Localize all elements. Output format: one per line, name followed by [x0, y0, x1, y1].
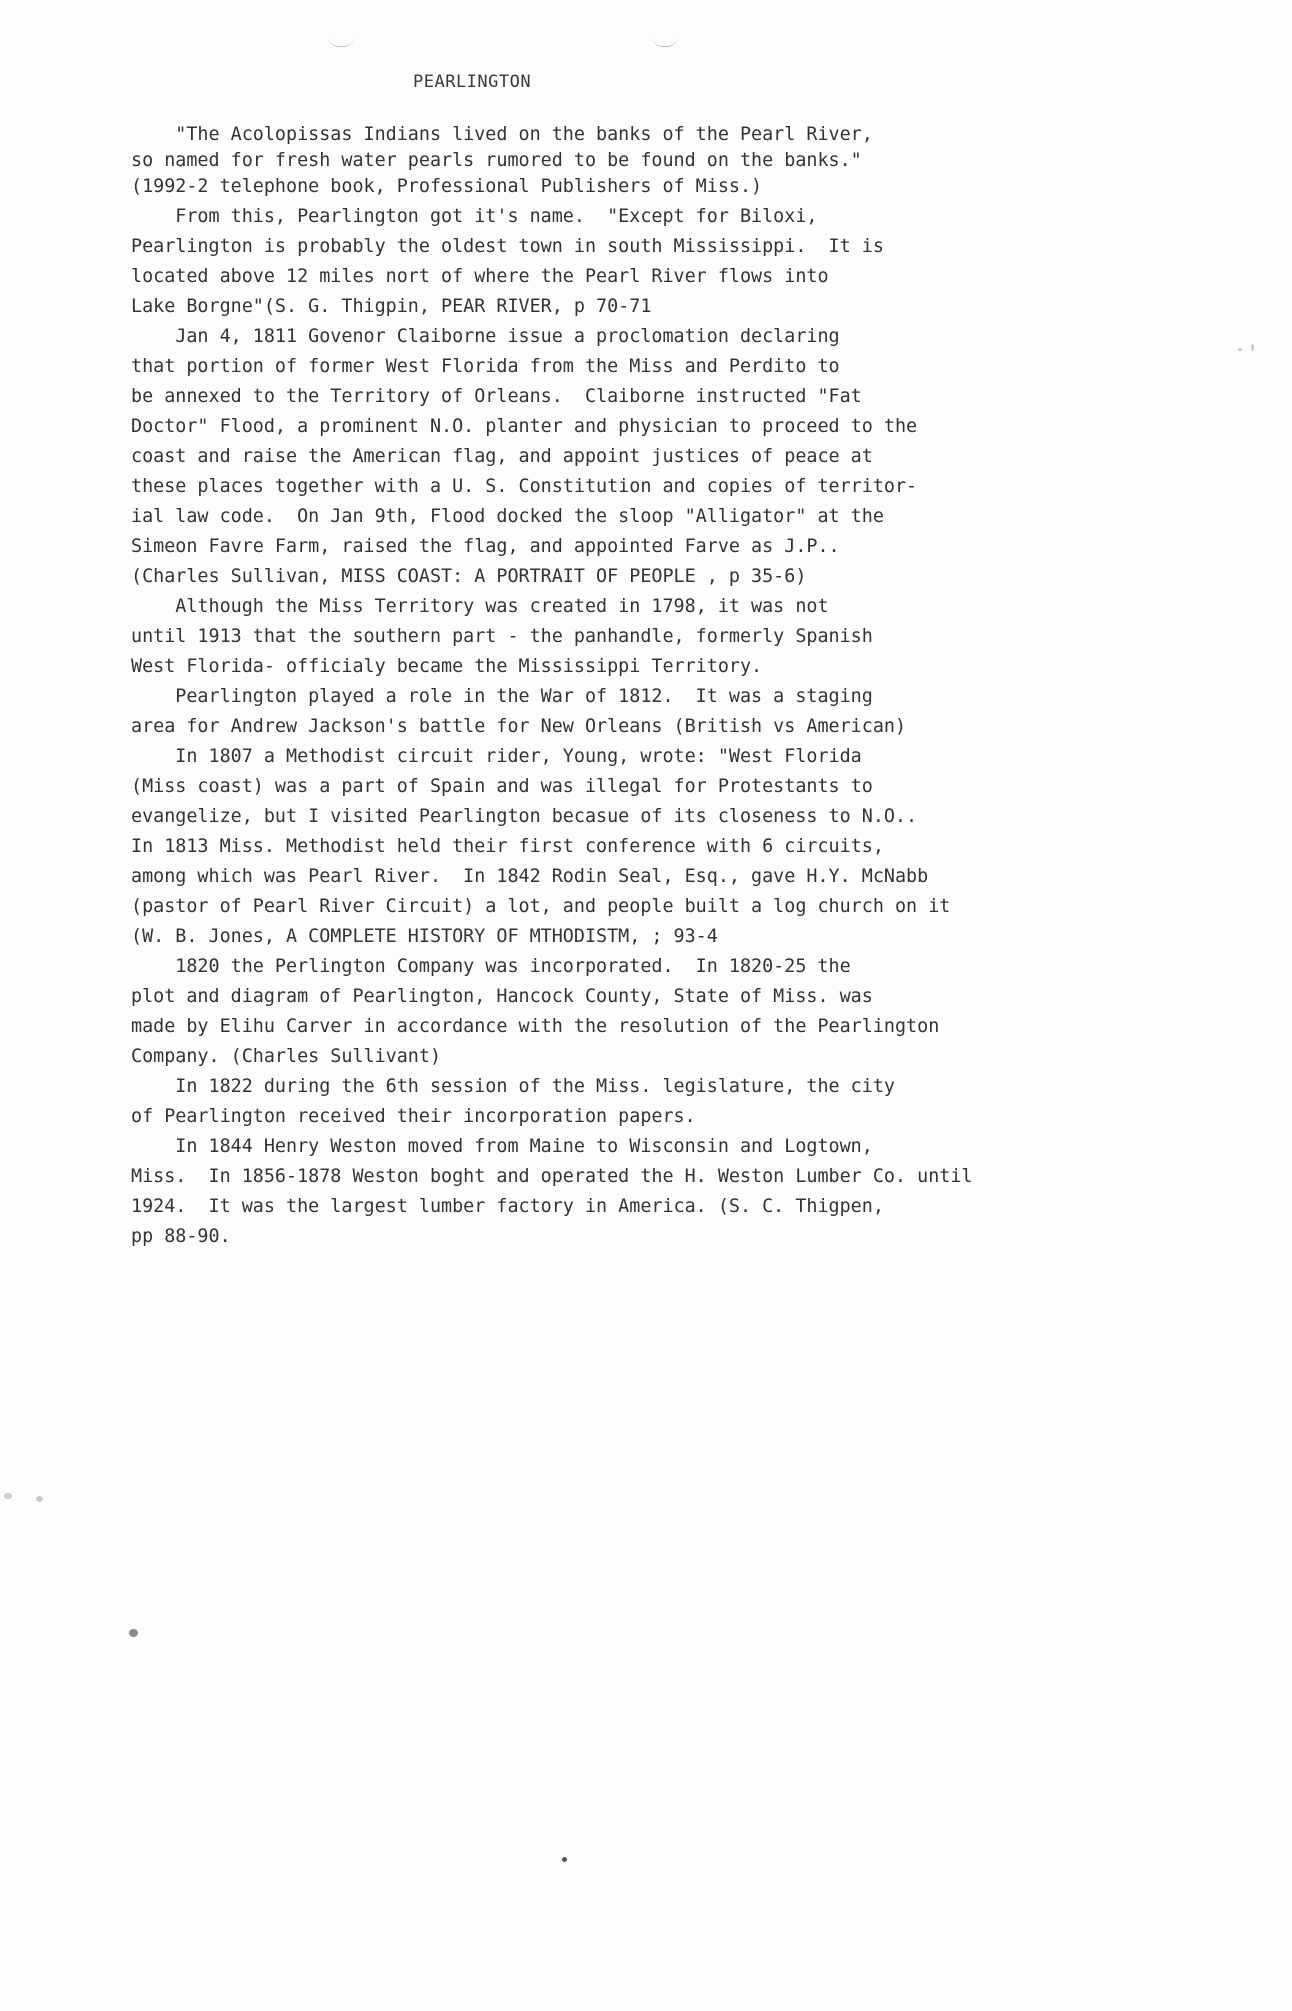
text-line: 1924. It was the largest lumber factory in America. (S. C. Thigpen, [131, 1196, 884, 1217]
text-line: (Miss coast) was a part of Spain and was illegal for Protestants to [131, 776, 873, 797]
text-line: ial law code. On Jan 9th, Flood docked the sloop "Alligator" at the [131, 506, 884, 527]
text-line: evangelize, but I visited Pearlington becasue of its closeness to N.O.. [131, 806, 918, 827]
document-body [131, 120, 1141, 1252]
text-line: In 1807 a Methodist circuit rider, Young, wrote: "West Florida [131, 746, 862, 767]
text-line: among which was Pearl River. In 1842 Rodin Seal, Esq., gave H.Y. McNabb [131, 866, 929, 887]
text-line: of Pearlington received their incorporation papers. [131, 1106, 696, 1127]
scan-speck [562, 1857, 567, 1862]
text-line: coast and raise the American flag, and appoint justices of peace at [131, 446, 873, 467]
text-line: so named for fresh water pearls rumored to be found on the banks." [131, 150, 862, 171]
text-line: Although the Miss Territory was created in 1798, it was not [131, 596, 829, 617]
scan-speck [1251, 344, 1254, 351]
text-line: Miss. In 1856-1878 Weston boght and operated the H. Weston Lumber Co. until [131, 1166, 973, 1187]
text-line: (pastor of Pearl River Circuit) a lot, and people built a log church on it [131, 896, 951, 917]
text-line: In 1813 Miss. Methodist held their first conference with 6 circuits, [131, 836, 884, 857]
text-line: until 1913 that the southern part - the panhandle, formerly Spanish [131, 626, 873, 647]
text-line: plot and diagram of Pearlington, Hancock County, State of Miss. was [131, 986, 873, 1007]
text-line: made by Elihu Carver in accordance with the resolution of the Pearlington [131, 1016, 940, 1037]
text-line: In 1822 during the 6th session of the Miss. legislature, the city [131, 1076, 895, 1097]
text-line: these places together with a U. S. Constitution and copies of territor- [131, 476, 918, 497]
text-line: be annexed to the Territory of Orleans. Claiborne instructed "Fat [131, 386, 862, 407]
text-line: In 1844 Henry Weston moved from Maine to Wisconsin and Logtown, [131, 1136, 873, 1157]
text-line: that portion of former West Florida from the Miss and Perdito to [131, 356, 840, 377]
scan-speck [129, 1629, 138, 1637]
scan-speck [1238, 348, 1242, 351]
scan-speck [36, 1496, 43, 1502]
text-line: area for Andrew Jackson's battle for New Orleans (British vs American) [131, 716, 907, 737]
text-line: Jan 4, 1811 Govenor Claiborne issue a proclomation declaring [131, 326, 840, 347]
text-line: 1820 the Perlington Company was incorporated. In 1820-25 the [131, 956, 851, 977]
text-line: pp 88-90. [131, 1226, 231, 1247]
text-line: Simeon Favre Farm, raised the flag, and appointed Farve as J.P.. [131, 536, 840, 557]
text-line: Pearlington is probably the oldest town in south Mississippi. It is [131, 236, 884, 257]
text-line: (Charles Sullivan, MISS COAST: A PORTRAIT OF PEOPLE , p 35-6) [131, 566, 807, 587]
document-title: PEARLINGTON [413, 72, 532, 92]
text-line: "The Acolopissas Indians lived on the banks of the Pearl River, [131, 124, 873, 145]
scan-speck [4, 1493, 12, 1499]
scan-mark [652, 36, 678, 47]
text-line: West Florida- officialy became the Mississippi Territory. [131, 656, 763, 677]
text-line: Doctor" Flood, a prominent N.O. planter and physician to proceed to the [131, 416, 918, 437]
text-line: Pearlington played a role in the War of 1812. It was a staging [131, 686, 873, 707]
scan-mark [328, 36, 354, 47]
text-line: located above 12 miles nort of where the Pearl River flows into [131, 266, 829, 287]
text-line: From this, Pearlington got it's name. "Except for Biloxi, [131, 206, 818, 227]
text-line: Company. (Charles Sullivant) [131, 1046, 442, 1067]
text-line: (1992-2 telephone book, Professional Publishers of Miss.) [131, 176, 763, 197]
text-line: Lake Borgne"(S. G. Thigpin, PEAR RIVER, p 70-71 [131, 296, 652, 317]
text-line: (W. B. Jones, A COMPLETE HISTORY OF MTHODISTM, ; 93-4 [131, 926, 718, 947]
